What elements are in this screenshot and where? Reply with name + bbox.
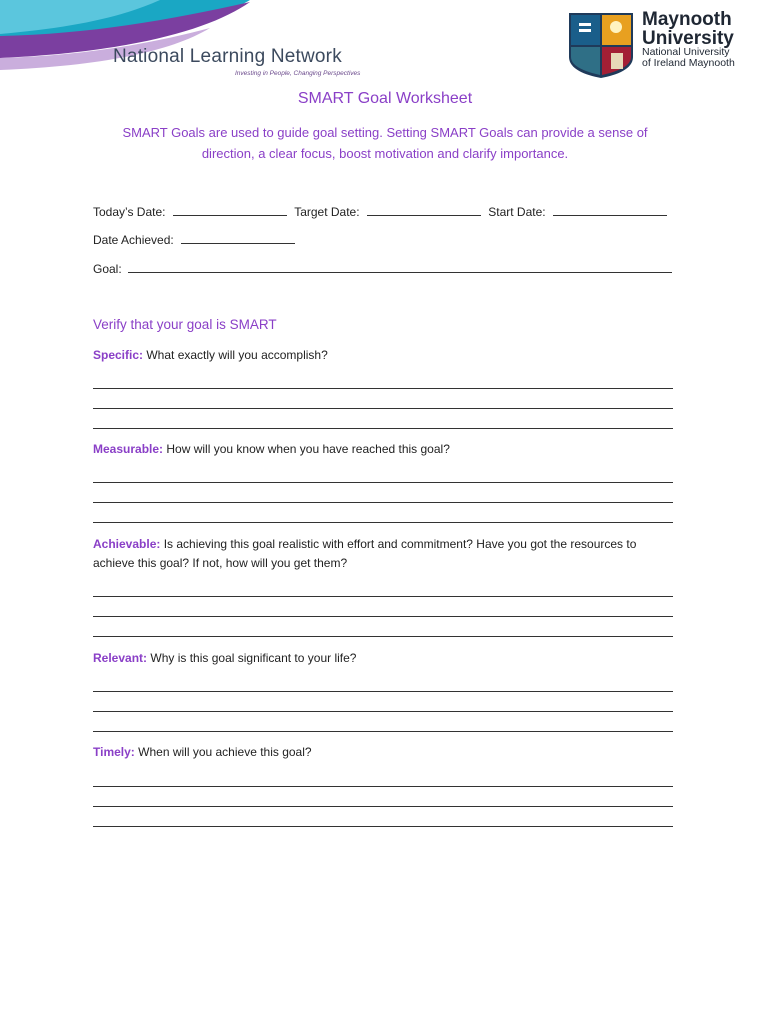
question-relevant [93, 649, 678, 668]
section-heading: Verify that your goal is SMART [93, 317, 277, 332]
goal-label: Goal: [93, 262, 122, 276]
start-date-label: Start Date: [488, 205, 546, 219]
question-text: What exactly will you accomplish? [146, 348, 328, 362]
nln-logo-name: National Learning Network [113, 46, 342, 67]
question-label: Specific: [93, 348, 144, 362]
question-text: Is achieving this goal realistic with effort and commitment? Have you got the resources to achieve this goal? If not, how will you get them? [93, 537, 637, 570]
question-specific [93, 346, 678, 365]
maynooth-crest-icon [567, 11, 635, 79]
todays-date-label: Today’s Date: [93, 205, 166, 219]
answer-line[interactable] [93, 428, 673, 429]
question-label: Achievable: [93, 537, 161, 551]
question-label: Measurable: [93, 442, 164, 456]
answer-line[interactable] [93, 636, 673, 637]
date-achieved-row [93, 232, 295, 247]
answer-line[interactable] [93, 616, 673, 617]
question-text: When will you achieve this goal? [138, 745, 312, 759]
answer-line[interactable] [93, 482, 673, 483]
maynooth-name: Maynooth University [642, 9, 734, 49]
question-label: Relevant: [93, 651, 148, 665]
target-date-label: Target Date: [294, 205, 360, 219]
answer-line[interactable] [93, 786, 673, 787]
answer-line[interactable] [93, 806, 673, 807]
start-date-field[interactable] [553, 204, 667, 216]
page-title: SMART Goal Worksheet [297, 90, 473, 107]
question-text: How will you know when you have reached this goal? [166, 442, 450, 456]
todays-date-field[interactable] [173, 204, 287, 216]
answer-line[interactable] [93, 522, 673, 523]
date-achieved-label: Date Achieved: [93, 233, 174, 247]
nln-logo-tagline: Investing in People, Changing Perspectives [235, 70, 361, 77]
answer-line[interactable] [93, 731, 673, 732]
question-timely [93, 743, 678, 762]
date-fields-row [93, 204, 667, 219]
question-achievable [93, 535, 678, 573]
question-measurable [93, 440, 678, 459]
question-label: Timely: [93, 745, 135, 759]
maynooth-subtitle: National University of Ireland Maynooth [642, 46, 735, 69]
answer-line[interactable] [93, 691, 673, 692]
answer-line[interactable] [93, 502, 673, 503]
goal-field[interactable] [128, 261, 672, 273]
answer-line[interactable] [93, 408, 673, 409]
intro-text: SMART Goals are used to guide goal setting. Setting SMART Goals can provide a sense of direction, a clear focus, boost motivation and clarify importance. [122, 125, 648, 161]
date-achieved-field[interactable] [181, 232, 295, 244]
target-date-field[interactable] [367, 204, 481, 216]
answer-line[interactable] [93, 826, 673, 827]
goal-row [93, 261, 672, 276]
answer-line[interactable] [93, 711, 673, 712]
question-text: Why is this goal significant to your life? [150, 651, 357, 665]
answer-line[interactable] [93, 388, 673, 389]
answer-line[interactable] [93, 596, 673, 597]
